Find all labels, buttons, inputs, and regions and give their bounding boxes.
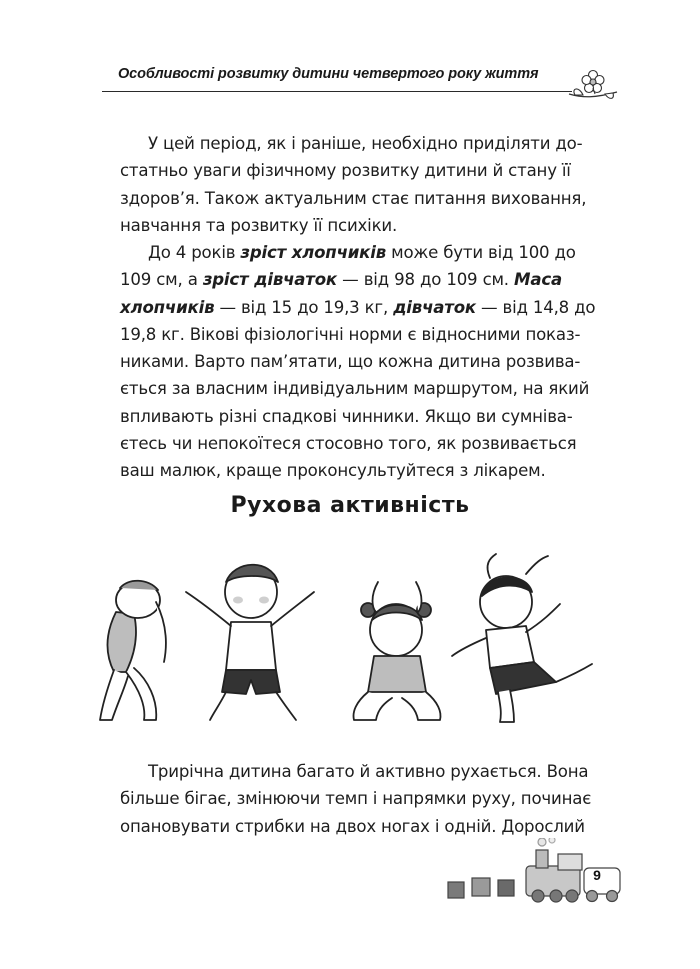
- activity-paragraph: [120, 758, 592, 840]
- text-line: 109 см, а зріст дівчаток — від 98 до 109 см. Маса: [120, 270, 562, 290]
- child-arms-spread: [186, 565, 314, 720]
- text-line: хлопчиків — від 15 до 19,3 кг, дівчаток — від 14,8 до: [120, 297, 596, 317]
- text-line: Трирічна дитина багато й активно рухається. Вона: [148, 762, 589, 781]
- child-bending: [100, 581, 166, 720]
- text-line: У цей період, як і раніше, необхідно приділяти до-: [148, 134, 583, 153]
- norms-paragraph: [120, 239, 596, 485]
- text-line: 19,8 кг. Вікові фізіологічні норми є відносними показ-: [120, 324, 581, 344]
- text-line: здоров’я. Також актуальним стає питання виховання,: [120, 188, 587, 208]
- text-line: статньо уваги фізичному розвитку дитини й стану її: [120, 161, 571, 181]
- text-line: єтесь чи непокоїтеся стосовно того, як розвивається: [120, 434, 577, 454]
- header-rule: [102, 91, 572, 92]
- child-balancing: [452, 554, 592, 722]
- intro-paragraph: [120, 130, 587, 239]
- child-squatting: [354, 582, 441, 720]
- text-line: більше бігає, змінюючи темп і напрямки руху, починає: [120, 789, 592, 809]
- running-title: Особливості розвитку дитини четвертого року життя: [118, 66, 539, 82]
- text-line: ється за власним індивідуальним маршрутом, на який: [120, 379, 590, 399]
- text-line: никами. Варто пам’ятати, що кожна дитина розвива-: [120, 352, 581, 372]
- text-line: навчання та розвитку її психіки.: [120, 215, 398, 235]
- flower-branch-icon: [565, 68, 621, 106]
- section-title: Рухова активність: [230, 493, 470, 518]
- text-line: впливають різні спадкові чинники. Якщо ви сумніва-: [120, 406, 573, 426]
- text-line: опановувати стрибки на двох ногах і одній. Дорослий: [120, 816, 585, 836]
- page-number: 9: [593, 867, 601, 883]
- exercising-children-illustration: [86, 552, 596, 730]
- text-line: До 4 років зріст хлопчиків може бути від 100 до: [148, 243, 576, 262]
- text-line: ваш малюк, краще проконсультуйтеся з лікарем.: [120, 461, 546, 481]
